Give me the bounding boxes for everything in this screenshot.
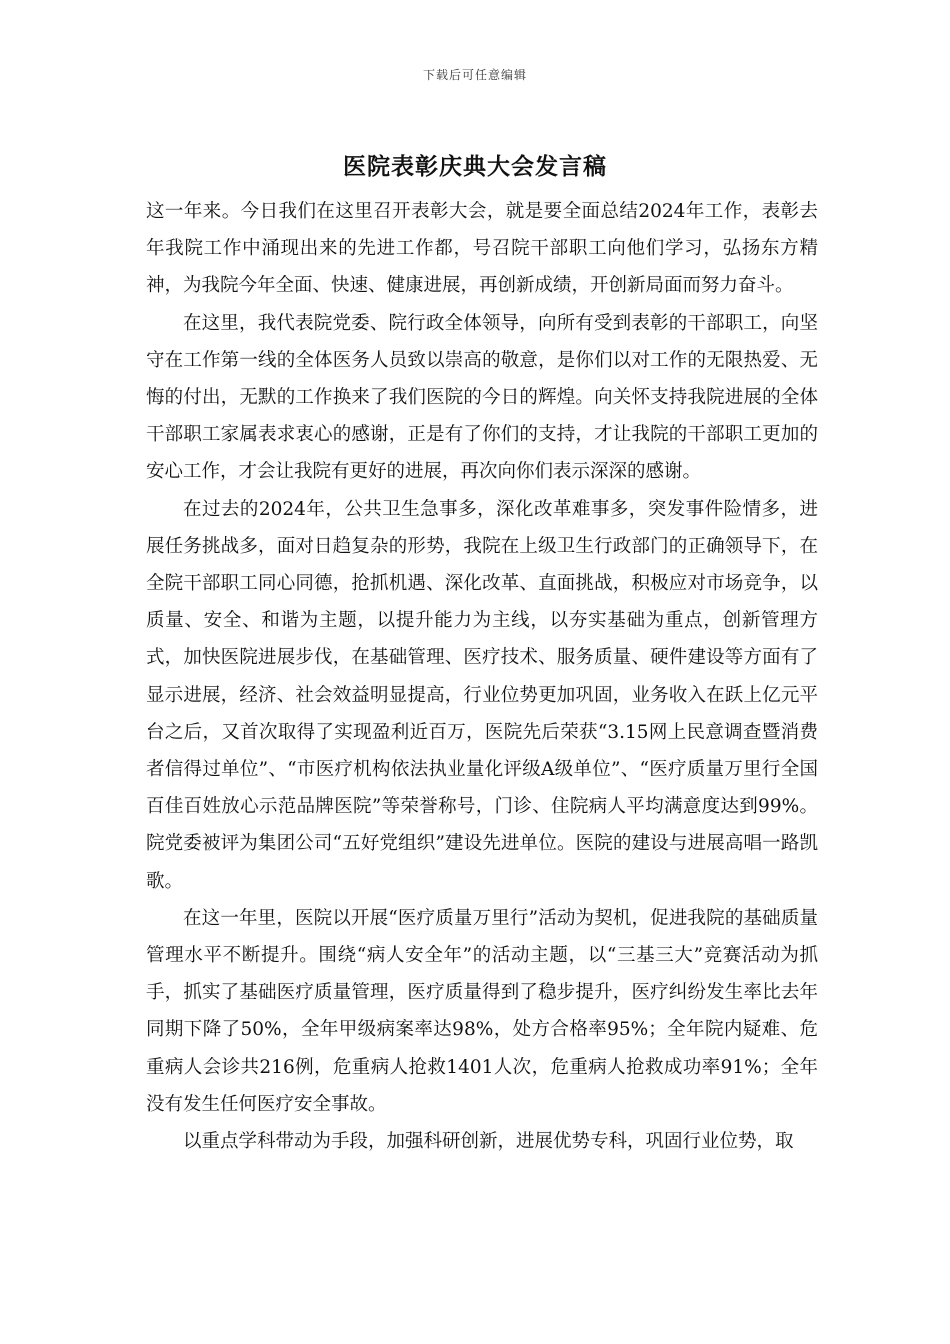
- paragraph-3: 在过去的2024年，公共卫生急事多，深化改革难事多，突发事件险情多，进展任务挑战多，面对日趋复杂的形势，我院在上级卫生行政部门的正确领导下，在全院干部职工同心同德，抢抓机遇、深化改革、直面挑战，积极应对市场竞争，以质量、安全、和谐为主题，以提升能力为主线，以夯实基础为重点，创新管理方式，加快医院进展步伐，在基础管理、医疗技术、服务质量、硬件建设等方面有了显示进展，经济、社会效益明显提高，行业位势更加巩固，业务收入在跃上亿元平台之后，又首次取得了实现盈利近百万，医院先后荣获“3.15网上民意调查暨消费者信得过单位”、“市医疗机构依法执业量化评级A级单位”、“医疗质量万里行全国百佳百姓放心示范品牌医院”等荣誉称号，门诊、住院病人平均满意度达到99%。院党委被评为集团公司“五好党组织”建设先进单位。医院的建设与进展高唱一路凯歌。: [146, 498, 818, 892]
- document-body: [146, 193, 818, 1160]
- paragraph-2: 在这里，我代表院党委、院行政全体领导，向所有受到表彰的干部职工，向坚守在工作第一线的全体医务人员致以崇高的敬意，是你们以对工作的无限热爱、无悔的付出，无默的工作换来了我们医院的今日的辉煌。向关怀支持我院进展的全体干部职工家属表求衷心的感谢，正是有了你们的支持，才让我院的干部职工更加的安心工作，才会让我院有更好的进展，再次向你们表示深深的感谢。: [146, 312, 818, 483]
- paragraph-5: 以重点学科带动为手段，加强科研创新，进展优势专科，巩固行业位势，取: [183, 1131, 794, 1153]
- page-header-note: 下载后可任意编辑: [422, 68, 527, 82]
- paragraph-4: 在这一年里，医院以开展“医疗质量万里行”活动为契机，促进我院的基础质量管理水平不断提升。围绕“病人安全年”的活动主题，以“三基三大”竞赛活动为抓手，抓实了基础医疗质量管理，医疗质量得到了稳步提升，医疗纠纷发生率比去年同期下降了50%，全年甲级病案率达98%，处方合格率95%；全年院内疑难、危重病人会诊共216例，危重病人抢救1401人次，危重病人抢救成功率91%；全年没有发生任何医疗安全事故。: [146, 907, 818, 1115]
- paragraph-1: 这一年来。今日我们在这里召开表彰大会，就是要全面总结2024年工作，表彰去年我院工作中涌现出来的先进工作都，号召院干部职工向他们学习，弘扬东方精神，为我院今年全面、快速、健康进展，再创新成绩，开创新局面而努力奋斗。: [146, 201, 818, 297]
- document-title: 医院表彰庆典大会发言稿: [343, 153, 607, 180]
